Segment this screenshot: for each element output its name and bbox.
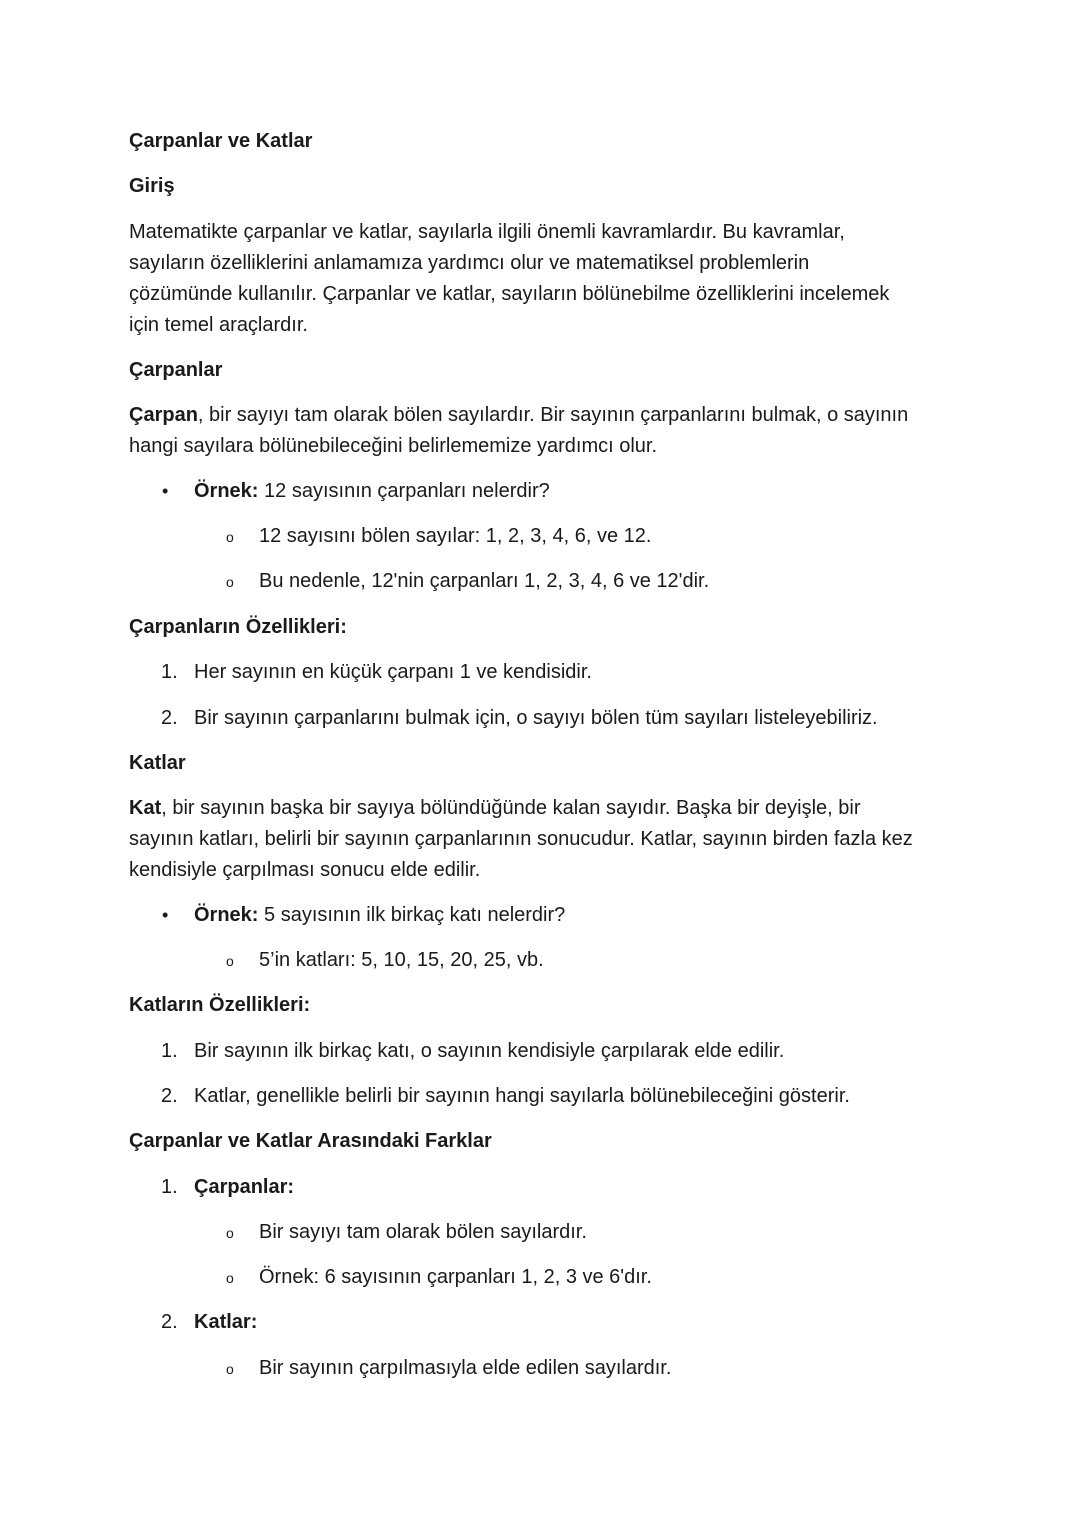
difference-item-label: Çarpanlar: (194, 1176, 295, 1198)
list-number: 1. (161, 661, 178, 683)
factors-example-sub: 12 sayısını bölen sayılar: 1, 2, 3, 4, 6, ve 12. (259, 525, 652, 547)
differences-heading: Çarpanlar ve Katlar Arasındaki Farklar (129, 1130, 492, 1152)
example-text: 12 sayısının çarpanları nelerdir? (258, 480, 550, 502)
bullet-marker: • (162, 905, 169, 925)
list-number: 2. (161, 1311, 178, 1333)
multiples-definition-line: sayının katları, belirli bir sayının çarpanlarının sonucudur. Katlar, sayının birden fazla kez (129, 828, 913, 850)
multiples-prop-item: Katlar, genellikle belirli bir sayının hangi sayılarla bölünebileceğini gösterir. (194, 1085, 850, 1107)
multiples-example (194, 900, 565, 931)
list-number: 1. (161, 1176, 178, 1198)
difference-sub-item: Bir sayının çarpılmasıyla elde edilen sayılardır. (259, 1357, 672, 1379)
difference-item-label: Katlar: (194, 1311, 258, 1333)
factors-example (194, 476, 550, 507)
circle-bullet-marker: o (226, 529, 234, 545)
multiples-definition-text: , bir sayının başka bir sayıya bölündüğünde kalan sayıdır. Başka bir deyişle, bir (161, 797, 861, 819)
factors-definition-text: , bir sayıyı tam olarak bölen sayılardır. Bir sayının çarpanlarını bulmak, o sayının (197, 404, 909, 426)
factors-definition-line: hangi sayılara bölünebileceğini belirlememize yardımcı olur. (129, 435, 658, 457)
multiples-definition-line (129, 793, 861, 824)
intro-heading: Giriş (129, 175, 175, 197)
factors-props-heading: Çarpanların Özellikleri: (129, 616, 347, 638)
circle-bullet-marker: o (226, 1270, 234, 1286)
factors-prop-item: Bir sayının çarpanlarını bulmak için, o sayıyı bölen tüm sayıları listeleyebiliriz. (194, 707, 878, 729)
example-label: Örnek: (194, 480, 259, 502)
factors-heading: Çarpanlar (129, 359, 223, 381)
multiples-example-sub: 5’in katları: 5, 10, 15, 20, 25, vb. (259, 949, 544, 971)
bullet-marker: • (162, 481, 169, 501)
factors-term: Çarpan (129, 404, 198, 426)
factors-prop-item: Her sayının en küçük çarpanı 1 ve kendisidir. (194, 661, 592, 683)
multiples-heading: Katlar (129, 752, 186, 774)
document-title: Çarpanlar ve Katlar (129, 130, 313, 152)
list-number: 1. (161, 1040, 178, 1062)
list-number: 2. (161, 1085, 178, 1107)
multiples-term: Kat (129, 797, 162, 819)
circle-bullet-marker: o (226, 953, 234, 969)
list-number: 2. (161, 707, 178, 729)
multiples-prop-item: Bir sayının ilk birkaç katı, o sayının kendisiyle çarpılarak elde edilir. (194, 1040, 785, 1062)
intro-line: için temel araçlardır. (129, 314, 308, 336)
intro-line: çözümünde kullanılır. Çarpanlar ve katlar, sayıların bölünebilme özelliklerini incelemek (129, 283, 890, 305)
difference-sub-item: Bir sayıyı tam olarak bölen sayılardır. (259, 1221, 587, 1243)
circle-bullet-marker: o (226, 574, 234, 590)
multiples-definition-line: kendisiyle çarpılması sonucu elde edilir. (129, 859, 481, 881)
factors-definition-line (129, 400, 908, 431)
intro-line: sayıların özelliklerini anlamamıza yardımcı olur ve matematiksel problemlerin (129, 252, 810, 274)
intro-line: Matematikte çarpanlar ve katlar, sayılarla ilgili önemli kavramlardır. Bu kavramlar, (129, 221, 845, 243)
factors-example-sub: Bu nedenle, 12'nin çarpanları 1, 2, 3, 4, 6 ve 12'dir. (259, 570, 710, 592)
difference-sub-item: Örnek: 6 sayısının çarpanları 1, 2, 3 ve 6'dır. (259, 1266, 652, 1288)
circle-bullet-marker: o (226, 1361, 234, 1377)
circle-bullet-marker: o (226, 1225, 234, 1241)
example-text: 5 sayısının ilk birkaç katı nelerdir? (258, 904, 566, 926)
example-label: Örnek: (194, 904, 259, 926)
multiples-props-heading: Katların Özellikleri: (129, 994, 311, 1016)
